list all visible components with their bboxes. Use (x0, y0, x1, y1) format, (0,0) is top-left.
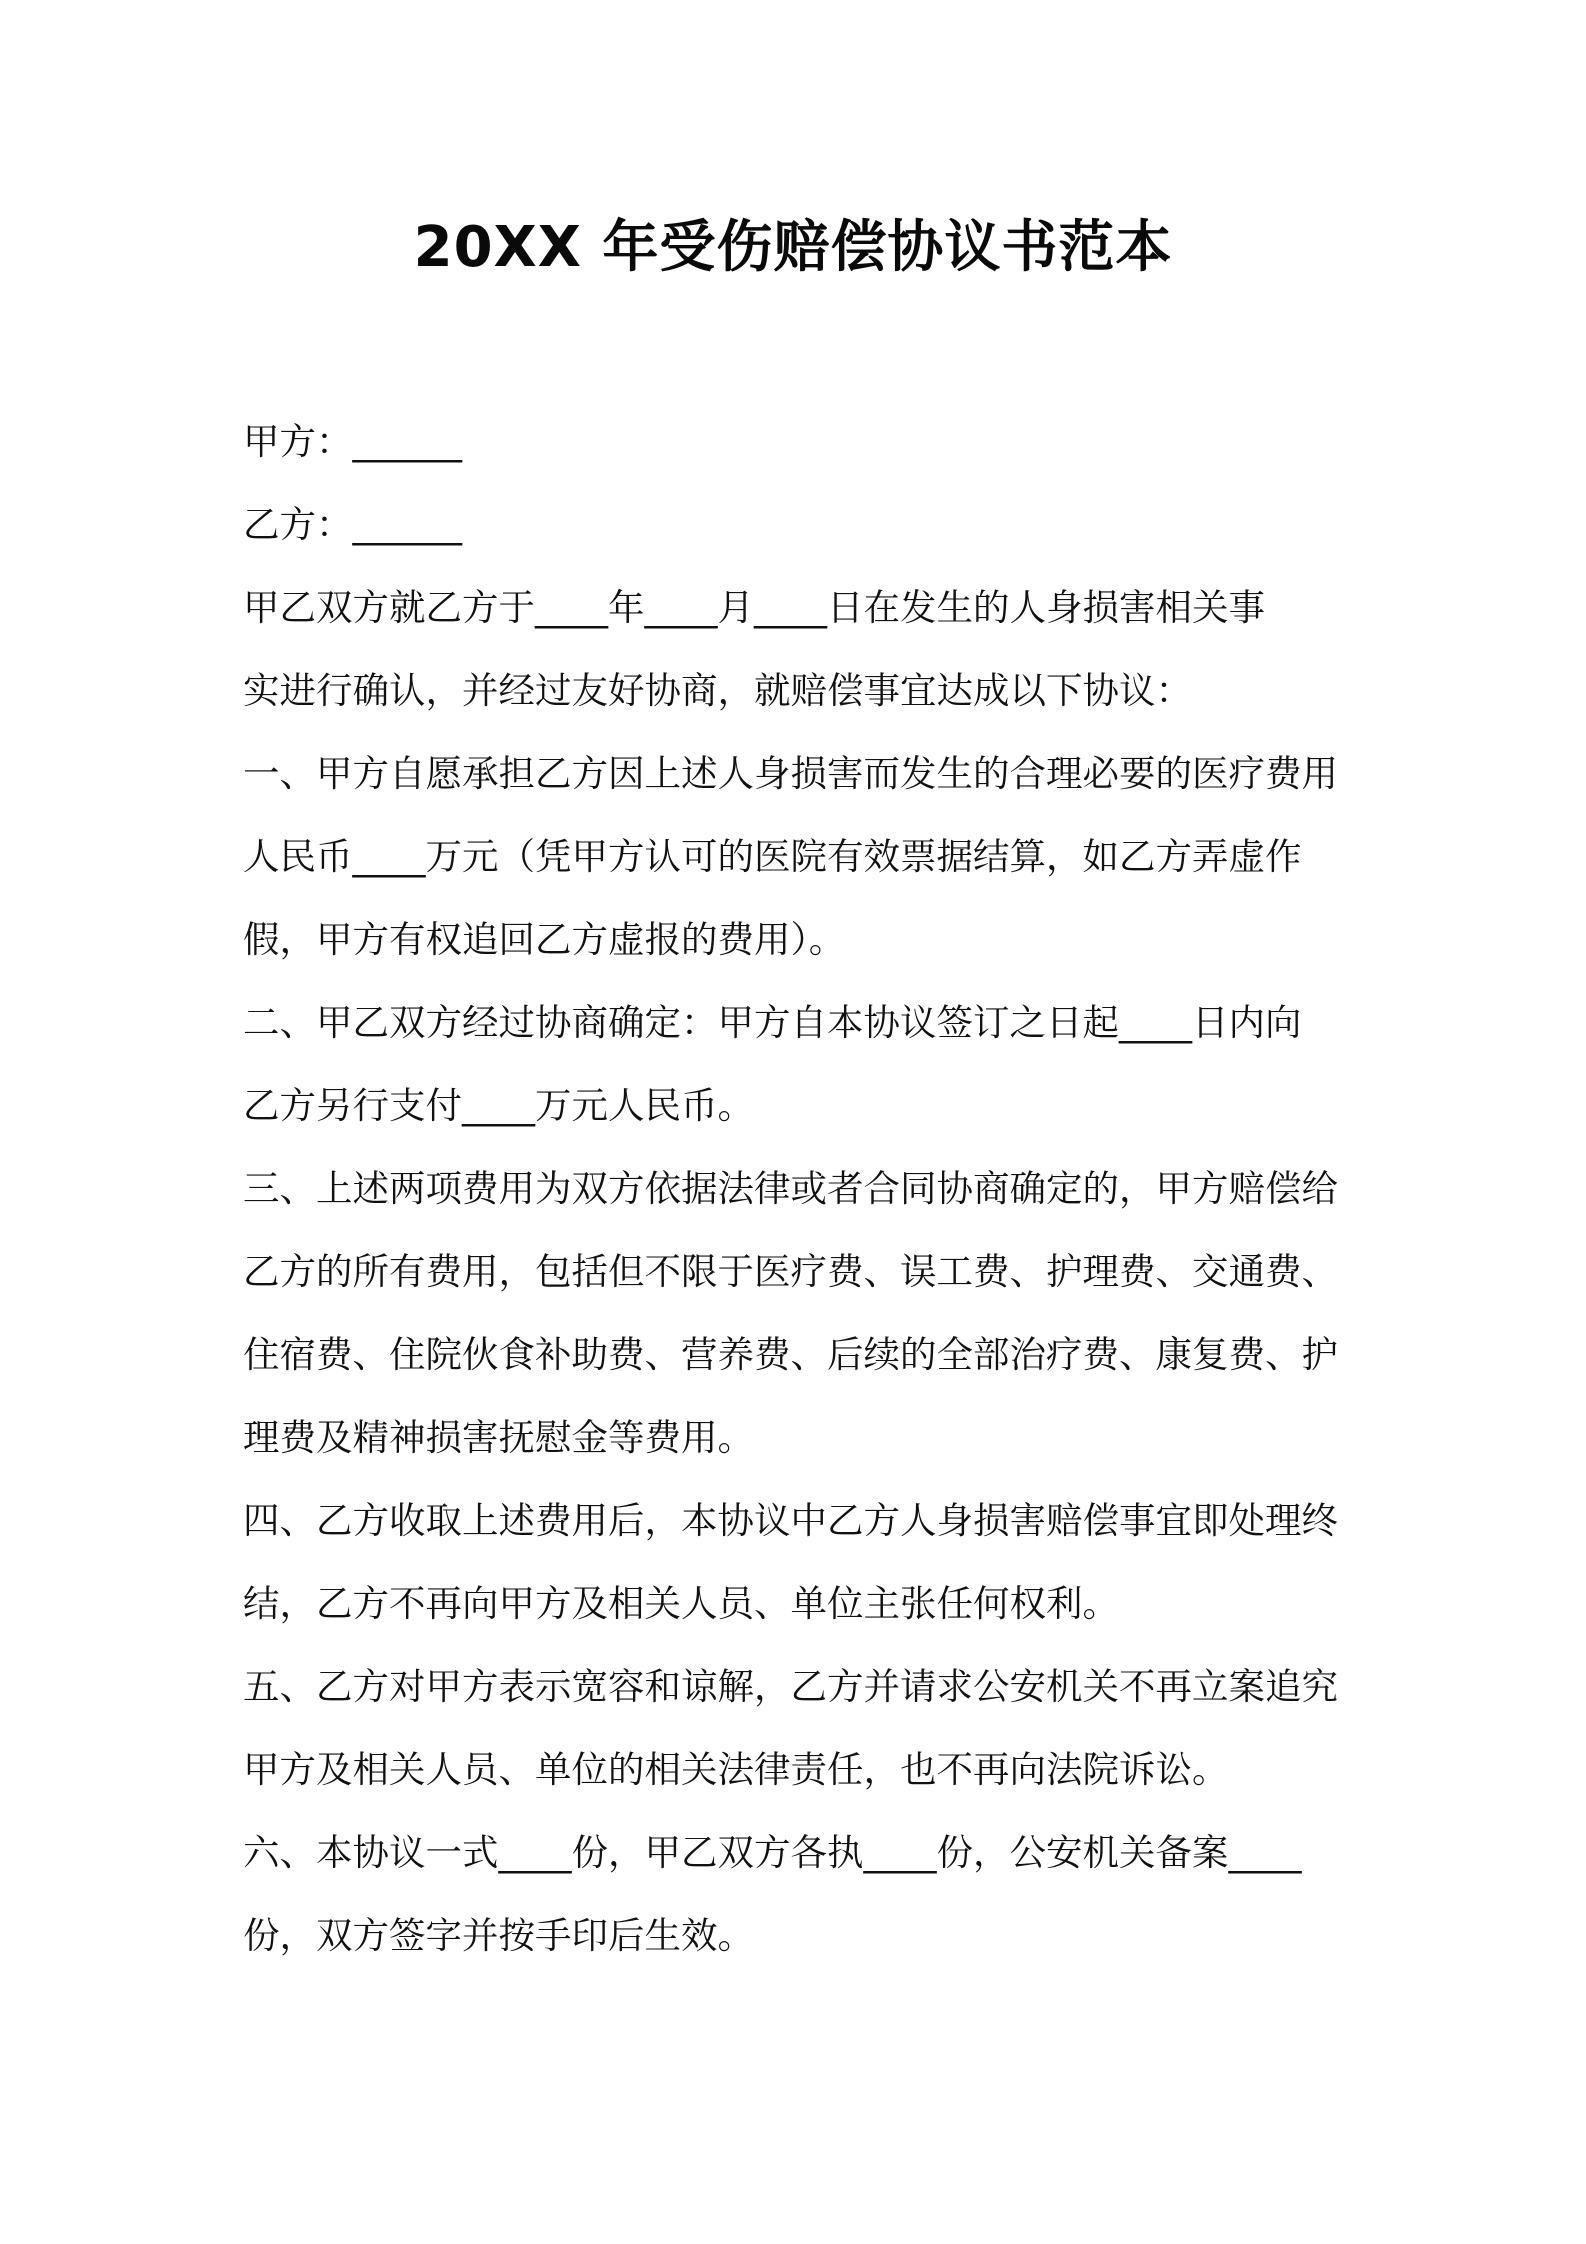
paragraph-line: 份，双方签字并按手印后生效。 (243, 1914, 754, 1957)
paragraph-line: 甲方及相关人员、单位的相关法律责任，也不再向法院诉讼。 (243, 1748, 1229, 1791)
paragraph-line: 一、甲方自愿承担乙方因上述人身损害而发生的合理必要的医疗费用 (243, 752, 1338, 795)
paragraph-line: 二、甲乙双方经过协商确定：甲方自本协议签订之日起____日内向 (243, 1001, 1302, 1044)
paragraph-line: 住宿费、住院伙食补助费、营养费、后续的全部治疗费、康复费、护 (243, 1333, 1338, 1376)
paragraph-line: 乙方的所有费用，包括但不限于医疗费、误工费、护理费、交通费、 (243, 1250, 1338, 1293)
paragraph-line: 乙方另行支付____万元人民币。 (243, 1084, 754, 1127)
paragraph-line: 结，乙方不再向甲方及相关人员、单位主张任何权利。 (243, 1582, 1119, 1625)
document-body (243, 400, 1353, 1977)
paragraph-line: 人民币____万元（凭甲方认可的医院有效票据结算，如乙方弄虚作 (243, 835, 1302, 878)
paragraph-line: 五、乙方对甲方表示宽容和谅解，乙方并请求公安机关不再立案追究 (243, 1665, 1338, 1708)
party-b-line: 乙方：______ (243, 503, 462, 546)
party-a-line: 甲方：______ (243, 420, 462, 463)
paragraph-line: 理费及精神损害抚慰金等费用。 (243, 1416, 754, 1459)
paragraph-line: 三、上述两项费用为双方依据法律或者合同协商确定的，甲方赔偿给 (243, 1167, 1338, 1210)
paragraph-line: 六、本协议一式____份，甲乙双方各执____份，公安机关备案____ (243, 1831, 1302, 1874)
paragraph-line: 四、乙方收取上述费用后，本协议中乙方人身损害赔偿事宜即处理终 (243, 1499, 1338, 1542)
paragraph-line: 实进行确认，并经过友好协商，就赔偿事宜达成以下协议： (243, 669, 1192, 712)
paragraph-line: 假，甲方有权追回乙方虚报的费用）。 (243, 918, 846, 961)
document-title: 20XX 年受伤赔偿协议书范本 (413, 215, 1173, 280)
paragraph-line: 甲乙双方就乙方于____年____月____日在发生的人身损害相关事 (243, 586, 1265, 629)
